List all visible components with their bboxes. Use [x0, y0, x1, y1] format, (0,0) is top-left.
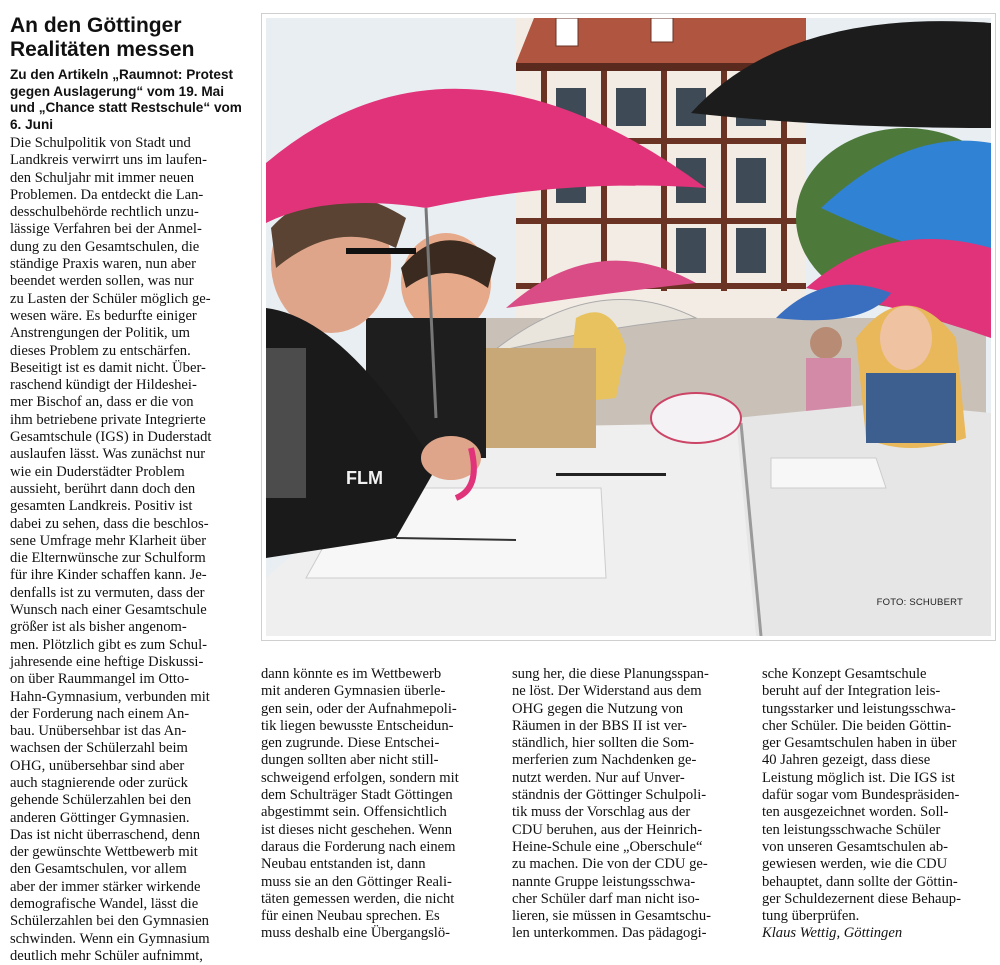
text-line: bau. Unübersehbar ist das An-: [10, 723, 187, 740]
text-line: sene Umfrage mehr Klarheit über: [10, 532, 207, 549]
text-line: Beseitigt ist es damit nicht. Über-: [10, 359, 206, 376]
text-line: dungen sollten aber nicht still-: [261, 752, 439, 769]
text-line: den Schuljahr mit immer neuen: [10, 169, 194, 186]
text-line: merferien zum Nachdenken ge-: [512, 752, 697, 769]
text-line: len unterkommen. Das pädagogi-: [512, 925, 707, 942]
text-line: tik muss der Vorschlag aus der: [512, 804, 691, 821]
headline-line: Realitäten messen: [10, 38, 195, 61]
text-line: demografische Wandel, lässt die: [10, 896, 199, 913]
article-column-1: [10, 135, 256, 965]
text-line: aussieht, berührt dann doch den: [10, 480, 196, 497]
text-line: daraus die Forderung nach einem: [261, 838, 456, 855]
subhead-line: 6. Juni: [10, 116, 54, 132]
text-line: Neubau entstanden ist, dann: [261, 856, 426, 873]
text-line: Räumen in der BBS II ist ver-: [512, 717, 687, 734]
text-line: on über Raummangel im Otto-: [10, 671, 190, 688]
text-line: deutlich mehr Schüler aufnimmt,: [10, 947, 203, 964]
text-line: ständnis der Göttinger Schulpoli-: [512, 787, 707, 804]
text-line: OHG gegen die Nutzung von: [512, 700, 684, 717]
text-line: die Elternwünsche zur Schulform: [10, 550, 206, 567]
text-line: ist dieses nicht geschehen. Wenn: [261, 821, 453, 838]
text-line: abgestimmt sein. Offensichtlich: [261, 804, 447, 821]
text-line: zu machen. Die von der CDU ge-: [512, 856, 708, 873]
text-line: Landkreis verwirrt uns im laufen-: [10, 152, 207, 169]
text-line: Gesamtschule (IGS) in Duderstadt: [10, 429, 212, 446]
text-line: wesen wäre. Es bedurfte einiger: [10, 307, 197, 324]
article-column-2: [261, 666, 501, 943]
text-line: gen zugrunde. Diese Entschei-: [261, 735, 440, 752]
text-line: Heine-Schule eine „Oberschule“: [512, 838, 703, 855]
text-line: auslaufen lässt. Was zunächst nur: [10, 446, 206, 463]
text-line: Wunsch nach einer Gesamtschule: [10, 602, 207, 619]
text-line: beendet werden sollen, was nur: [10, 273, 194, 290]
text-line: schwinden. Wenn ein Gymnasium: [10, 930, 210, 947]
text-line: desschulbehörde rechtlich unzu-: [10, 204, 199, 221]
author-signature: Klaus Wettig, Göttingen: [762, 925, 903, 942]
text-line: gewiesen werden, wie die CDU: [762, 856, 948, 873]
text-line: muss sie an den Göttinger Reali-: [261, 873, 452, 890]
text-line: tik liegen bewusste Entscheidun-: [261, 717, 454, 734]
text-line: gen sein, oder der Aufnahmepoli-: [261, 700, 457, 717]
text-line: gesamten Landkreis. Positiv ist: [10, 498, 193, 515]
article-column-4: [762, 666, 994, 943]
text-line: lieren, sie müssen in Gesamtschu-: [512, 908, 711, 925]
text-line: ne löst. Der Widerstand aus dem: [512, 683, 702, 700]
text-line: nannte Gruppe leistungsschwa-: [512, 873, 696, 890]
text-line: Die Schulpolitik von Stadt und: [10, 135, 191, 151]
text-line: mer Bischof an, dass er die von: [10, 394, 194, 411]
article-photo: [262, 14, 995, 640]
text-line: ten ausgezeichnet worden. Soll-: [762, 804, 949, 821]
subhead-line: und „Chance statt Restschule“ vom: [10, 100, 242, 115]
text-line: ten leistungsschwache Schüler: [762, 821, 941, 838]
text-line: den Gesamtschulen, vor allem: [10, 861, 187, 878]
text-line: der gewünschte Wettbewerb mit: [10, 844, 198, 861]
text-line: Anstrengungen der Politik, um: [10, 325, 190, 342]
plastic-bag: [651, 393, 741, 443]
text-line: CDU beruhen, aus der Heinrich-: [512, 821, 703, 838]
text-line: Problemen. Da entdeckt die Lan-: [10, 186, 204, 203]
article-headline: [10, 14, 255, 62]
text-line: schweigend erfolgen, sondern mit: [261, 769, 459, 786]
text-line: mit anderen Gymnasien überle-: [261, 683, 446, 700]
subhead-line: Zu den Artikeln „Raumnot: Protest: [10, 67, 234, 82]
photo-credit: FOTO: SCHUBERT: [876, 597, 963, 608]
text-line: für einen Neubau sprechen. Es: [261, 908, 440, 925]
text-line: dieses Problem zu entschärfen.: [10, 342, 191, 359]
text-line: sung her, die diese Planungsspan-: [512, 666, 709, 682]
text-line: dabei zu sehen, dass die beschlos-: [10, 515, 209, 532]
text-line: größer ist als bisher angenom-: [10, 619, 187, 636]
text-line: sche Konzept Gesamtschule: [762, 666, 927, 682]
text-line: ger Gesamtschulen haben in über: [762, 735, 957, 752]
text-line: täten gemessen werden, die nicht: [261, 890, 455, 907]
text-line: dafür sogar vom Bundespräsiden-: [762, 787, 960, 804]
text-line: muss deshalb eine Übergangslö-: [261, 925, 451, 942]
text-line: cher Schüler. Die beiden Göttin-: [762, 717, 952, 734]
headline-line: An den Göttinger: [10, 14, 182, 37]
text-line: ständlich, hier sollten die Som-: [512, 735, 694, 752]
text-line: Schülerzahlen bei den Gymnasien: [10, 913, 209, 930]
text-line: anderen Göttinger Gymnasien.: [10, 809, 190, 826]
text-line: Leistung möglich ist. Die IGS ist: [762, 769, 955, 786]
text-line: Das ist nicht überraschend, denn: [10, 826, 201, 843]
text-line: jahresende eine heftige Diskussi-: [10, 653, 204, 670]
text-line: Hahn-Gymnasium, verbunden mit: [10, 688, 210, 705]
text-line: OHG, unübersehbar sind aber: [10, 757, 185, 774]
text-line: ihm betriebene private Integrierte: [10, 411, 206, 428]
text-line: men. Plötzlich gibt es zum Schul-: [10, 636, 207, 653]
text-line: 40 Jahren gezeigt, dass diese: [762, 752, 931, 769]
text-line: zu Lasten der Schüler möglich ge-: [10, 290, 211, 307]
text-line: gehende Schülerzahlen bei den: [10, 792, 192, 809]
text-line: cher Schüler darf man nicht iso-: [512, 890, 700, 907]
article-column-3: [512, 666, 752, 943]
text-line: raschend kündigt der Hildeshei-: [10, 377, 197, 394]
text-line: wie ein Duderstädter Problem: [10, 463, 185, 480]
text-line: behauptet, dann sollte der Göttin-: [762, 873, 958, 890]
article-subheadline: [10, 67, 255, 133]
text-line: ger Schuldezernent diese Behaup-: [762, 890, 961, 907]
text-line: dann könnte es im Wettbewerb: [261, 666, 442, 682]
text-line: ständige Praxis waren, nun aber: [10, 256, 197, 273]
photo-scene: [266, 18, 991, 636]
text-line: dung zu den Gesamtschulen, die: [10, 238, 200, 255]
text-line: der Forderung nach einem An-: [10, 705, 190, 722]
text-line: von unseren Gesamtschulen ab-: [762, 838, 949, 855]
text-line: lässige Verfahren bei der Anmel-: [10, 221, 202, 238]
text-line: denfalls ist zu vermuten, dass der: [10, 584, 205, 601]
text-line: für ihre Kinder schaffen kann. Je-: [10, 567, 207, 584]
text-line: nutzt werden. Nur auf Unver-: [512, 769, 685, 786]
text-line: tung überprüfen.: [762, 908, 860, 925]
text-line: dem Schulträger Stadt Göttingen: [261, 787, 453, 804]
text-line: beruht auf der Integration leis-: [762, 683, 941, 700]
jacket-print: FLM: [346, 468, 383, 488]
text-line: wachsen der Schülerzahl beim: [10, 740, 188, 757]
text-line: tungsstarker und leistungsschwa-: [762, 700, 956, 717]
text-line: auch stagnierende oder zurück: [10, 774, 188, 791]
subhead-line: gegen Auslagerung“ vom 19. Mai: [10, 83, 225, 99]
text-line: aber der immer stärker wirkende: [10, 878, 201, 895]
